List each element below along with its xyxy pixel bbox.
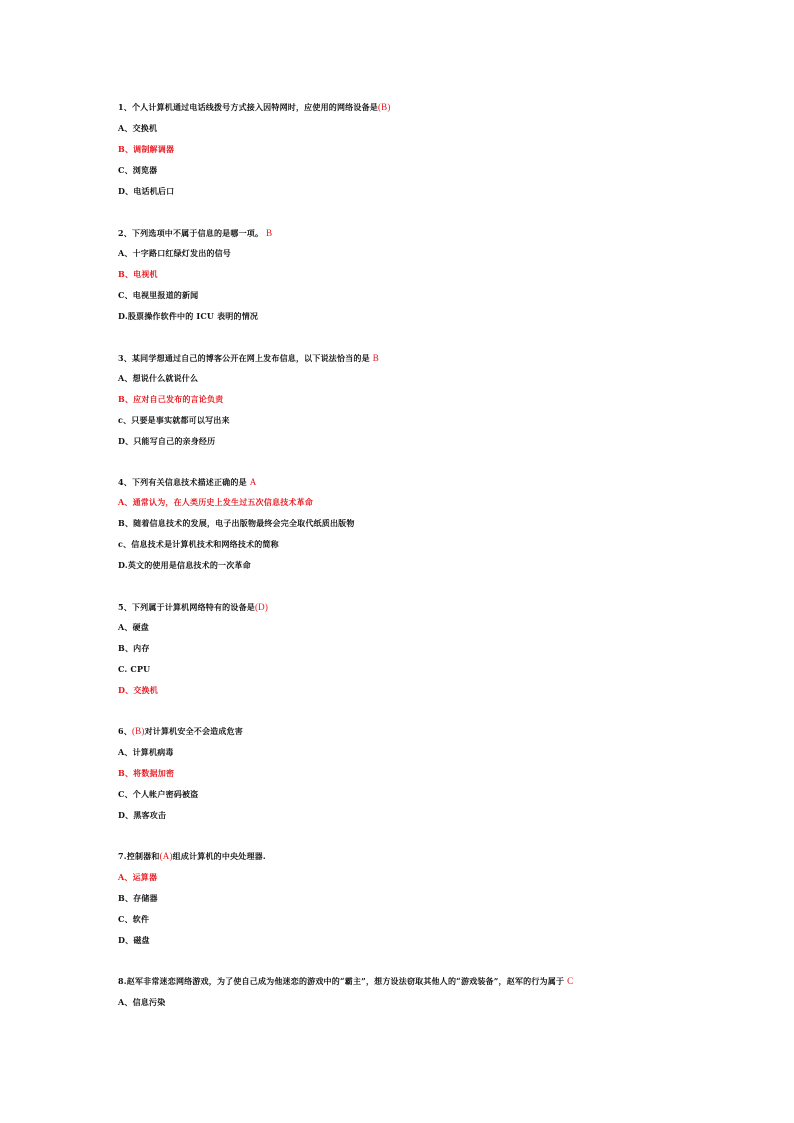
answer-mark: (B) [131, 726, 145, 736]
question-4-stem [118, 477, 256, 487]
question-6-option-b-correct: B、将数据加密 [118, 768, 175, 778]
question-2-option-b-correct: B、电视机 [118, 269, 158, 279]
question-2-option-a: A、十字路口红绿灯发出的信号 [118, 248, 232, 258]
question-5-option-b: B、内存 [118, 643, 150, 653]
answer-mark: (A) [159, 851, 173, 861]
question-6-option-d: D、黑客攻击 [118, 810, 167, 820]
question-stem-text: 2、下列选项中不属于信息的是哪一项。 [118, 228, 264, 238]
question-4-option-b: B、随着信息技术的发展，电子出版物最终会完全取代纸质出版物 [118, 518, 355, 528]
question-3-option-b-correct: B、应对自己发布的言论负责 [118, 394, 224, 404]
question-3-option-a: A、想说什么就说什么 [118, 373, 199, 383]
question-8-option-a: A、信息污染 [118, 997, 166, 1007]
answer-mark: (D) [254, 602, 269, 612]
answer-mark: B [266, 228, 273, 238]
question-3-stem [118, 353, 379, 363]
answer-mark: (B) [377, 102, 391, 112]
question-4-option-a-correct: A、通常认为，在人类历史上发生过五次信息技术革命 [118, 497, 314, 507]
question-7-stem [118, 851, 266, 861]
question-8-stem [118, 976, 573, 986]
question-6-option-a: A、计算机病毒 [118, 747, 174, 757]
question-1-stem [118, 102, 391, 112]
question-2-option-c: C、电视里报道的新闻 [118, 290, 199, 300]
question-1-option-b-correct: B、调制解调器 [118, 144, 175, 154]
question-5-option-a: A、硬盘 [118, 622, 150, 632]
answer-mark: C [567, 976, 574, 986]
question-6-option-c: C、个人帐户密码被盗 [118, 789, 199, 799]
question-stem-text: 3、某同学想通过自己的博客公开在网上发布信息，以下说法恰当的是 [118, 353, 370, 363]
question-2-option-d: D.股票操作软件中的 ICU 表明的情况 [118, 311, 259, 321]
question-5-option-d-correct: D、交换机 [118, 685, 158, 695]
question-stem-suffix: 组成计算机的中央处理器. [172, 851, 266, 861]
question-2-stem [118, 228, 272, 238]
question-stem-text: 1、个人计算机通过电话线拨号方式接入因特网时，应使用的网络设备是 [118, 102, 378, 112]
question-6-stem [118, 726, 243, 736]
question-1-option-d: D、电话机后口 [118, 186, 175, 196]
question-stem-text: 6、 [118, 726, 132, 736]
question-3-option-c: c、只要是事实就都可以写出来 [118, 415, 230, 425]
question-4-option-c: c、信息技术是计算机技术和网络技术的简称 [118, 539, 279, 549]
question-1-option-a: A、交换机 [118, 123, 158, 133]
question-5-stem [118, 602, 268, 612]
question-7-option-b: B、存储器 [118, 893, 158, 903]
question-4-option-d: D.英文的使用是信息技术的一次革命 [118, 560, 251, 570]
question-3-option-d: D、只能写自己的亲身经历 [118, 436, 216, 446]
question-stem-suffix: 对计算机安全不会造成危害 [144, 726, 243, 736]
question-5-option-c: C. CPU [118, 664, 151, 674]
question-1-option-c: C、浏览器 [118, 165, 158, 175]
answer-mark: A [249, 477, 257, 487]
question-7-option-a-correct: A、运算器 [118, 872, 158, 882]
question-stem-text: 7.控制器和 [118, 851, 160, 861]
question-stem-text: 4、下列有关信息技术描述正确的是 [118, 477, 247, 487]
answer-mark: B [372, 353, 379, 363]
question-7-option-c: C、软件 [118, 914, 150, 924]
question-7-option-d: D、磁盘 [118, 935, 150, 945]
question-stem-text: 5、下列属于计算机网络特有的设备是 [118, 602, 255, 612]
question-stem-text: 8.赵军非常迷恋网络游戏，为了使自己成为他迷恋的游戏中的“霸主”，想方设法窃取其他人的“游戏装备”，赵军的行为属于 [118, 976, 565, 986]
